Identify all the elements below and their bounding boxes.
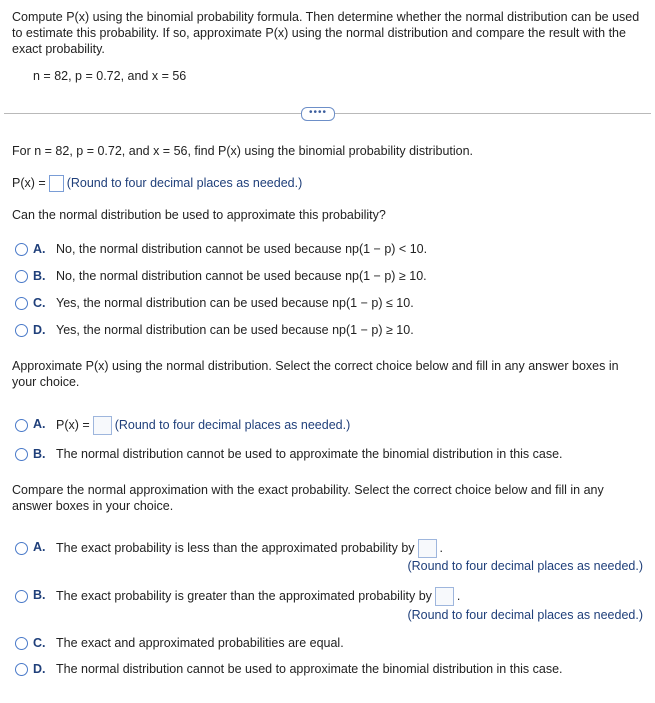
part1-answer-label: P(x) = bbox=[12, 176, 46, 190]
part4-answer-input-a[interactable] bbox=[418, 539, 437, 558]
part4-answer-input-b[interactable] bbox=[435, 587, 454, 606]
part1-answer-row bbox=[12, 175, 302, 192]
part4-radio-d[interactable] bbox=[15, 663, 28, 676]
part2-letter-c: C. bbox=[33, 296, 46, 310]
part4-radio-a[interactable] bbox=[15, 542, 28, 555]
part4-text-b: The exact probability is greater than the approximated probability by bbox=[56, 588, 432, 603]
part3-answer-input[interactable] bbox=[93, 416, 112, 435]
part4-letter-b: B. bbox=[33, 588, 46, 602]
part1-hint: (Round to four decimal places as needed.) bbox=[66, 176, 303, 190]
part3-text-b: The normal distribution cannot be used to approximate the binomial distribution in this case. bbox=[56, 447, 563, 461]
part2-text-c: Yes, the normal distribution can be used because np(1 − p) ≤ 10. bbox=[56, 296, 414, 310]
question-params: n = 82, p = 0.72, and x = 56 bbox=[33, 69, 187, 83]
question-text: Compute P(x) using the binomial probability formula. Then determine whether the normal distribution can be used to estimate this probability. If so, approximate P(x) using the normal distribution and compare the result with the exact probability. bbox=[12, 10, 640, 56]
part4-letter-a: A. bbox=[33, 540, 46, 554]
part1-prompt: For n = 82, p = 0.72, and x = 56, find P(x) using the binomial probability distribution. bbox=[12, 144, 474, 158]
part3-prompt: Approximate P(x) using the normal distribution. Select the correct choice below and fill in any answer boxes in your choice. bbox=[12, 359, 619, 389]
part4-text-a: The exact probability is less than the approximated probability by bbox=[56, 540, 415, 555]
part2-radio-d[interactable] bbox=[15, 324, 28, 337]
part3-radio-b[interactable] bbox=[15, 448, 28, 461]
part4-hint-a: (Round to four decimal places as needed.) bbox=[407, 559, 643, 573]
part2-text-d: Yes, the normal distribution can be used because np(1 − p) ≥ 10. bbox=[56, 323, 414, 337]
expand-button[interactable]: •••• bbox=[301, 107, 335, 121]
part3-answer-label: P(x) = bbox=[56, 417, 90, 432]
part2-text-a: No, the normal distribution cannot be used because np(1 − p) < 10. bbox=[56, 242, 428, 256]
part2-letter-b: B. bbox=[33, 269, 46, 283]
part4-prompt: Compare the normal approximation with the exact probability. Select the correct choice below and fill in any answer boxes in your choice. bbox=[12, 483, 604, 513]
part4-radio-b[interactable] bbox=[15, 590, 28, 603]
part2-radio-a[interactable] bbox=[15, 243, 28, 256]
part1-answer-input[interactable] bbox=[49, 175, 64, 192]
part2-radio-c[interactable] bbox=[15, 297, 28, 310]
part3-hint: (Round to four decimal places as needed.) bbox=[114, 417, 351, 432]
part3-letter-b: B. bbox=[33, 447, 46, 461]
part3-letter-a: A. bbox=[33, 417, 46, 431]
part4-text-d: The normal distribution cannot be used to approximate the binomial distribution in this case. bbox=[56, 662, 563, 676]
part2-prompt: Can the normal distribution be used to approximate this probability? bbox=[12, 208, 386, 222]
part4-letter-c: C. bbox=[33, 636, 46, 650]
part2-letter-d: D. bbox=[33, 323, 46, 337]
part2-letter-a: A. bbox=[33, 242, 46, 256]
part2-radio-b[interactable] bbox=[15, 270, 28, 283]
part4-radio-c[interactable] bbox=[15, 637, 28, 650]
part3-radio-a[interactable] bbox=[15, 419, 28, 432]
part4-letter-d: D. bbox=[33, 662, 46, 676]
part4-text-c: The exact and approximated probabilities are equal. bbox=[56, 636, 344, 650]
part2-text-b: No, the normal distribution cannot be used because np(1 − p) ≥ 10. bbox=[56, 269, 427, 283]
part4-hint-b: (Round to four decimal places as needed.) bbox=[407, 608, 643, 622]
